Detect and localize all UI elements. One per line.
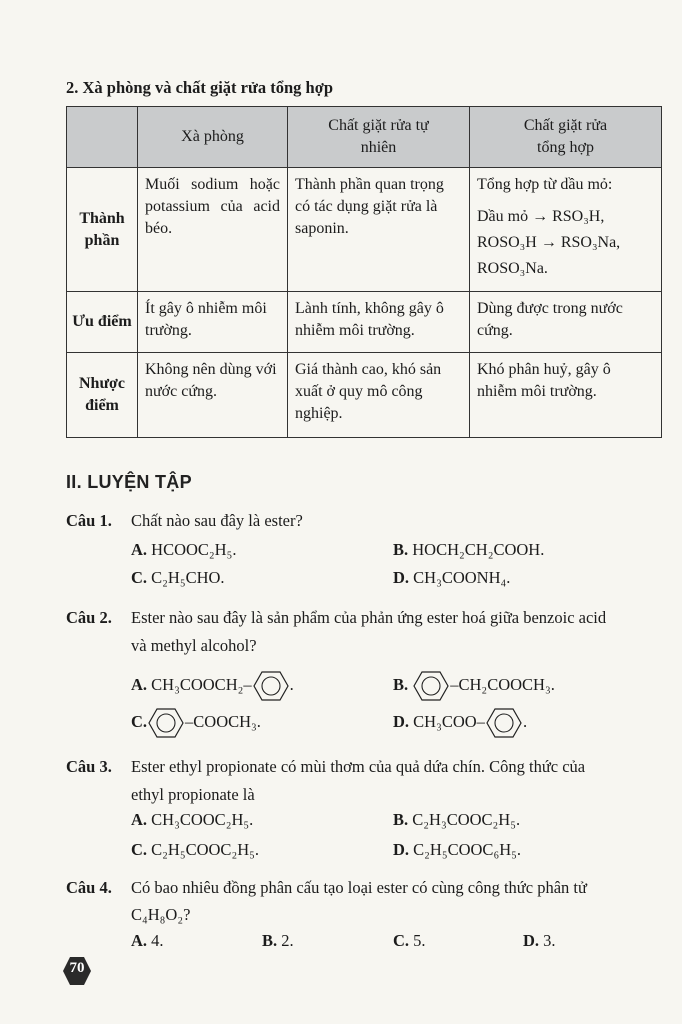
table-row [67,168,662,292]
option-a [131,810,253,830]
option-key: B. [393,810,409,829]
question-number: Câu 4. [66,878,112,897]
question-text-line: ethyl propionate là [131,785,255,804]
table-cell: Giá thành cao, khó sản xuất ở quy mô công nghiệp. [288,353,470,438]
benzene-ring-icon [148,707,184,739]
option-key: D. [523,931,540,950]
question-text-line: và methyl alcohol? [131,636,257,655]
row-label: Nhược điểm [67,353,138,438]
option-key: A. [131,674,148,694]
row-label: Thành phần [67,168,138,292]
table-cell: Muối sodium hoặc potassium của acid béo. [138,168,288,292]
option-key: D. [393,568,410,587]
option-key: C. [131,568,148,587]
question-text: Ester nào sau đây là sản phẩm của phản ứng ester hoá giữa benzoic acid [131,608,607,627]
option-b [393,670,555,702]
option-formula: . [522,711,528,731]
table-cell: Khó phân huỷ, gây ô nhiễm môi trường. [470,353,662,438]
question-3 [66,757,585,777]
option-text: CH₃COONH₄. [413,568,511,587]
question-4 [66,878,587,898]
table-cell: Thành phần quan trọng có tác dụng giặt rửa là saponin. [288,168,470,292]
option-a [131,540,236,560]
cell-line: Tổng hợp từ dầu mỏ: [477,176,613,193]
benzene-ring-icon [486,707,522,739]
option-text: C₂H₅CHO. [151,568,225,587]
option-c [131,568,225,588]
header-synthetic-detergent [470,107,662,168]
row-label: Ưu điểm [67,292,138,353]
question-text: Chất nào sau đây là ester? [131,511,303,530]
section-title: 2. Xà phòng và chất giặt rửa tổng hợp [66,78,334,97]
comparison-table [66,106,662,438]
option-formula: CH₃COOCH₂– [151,674,252,694]
cell-line: Dầu mỏ → RSO₃H, ROSO₃H → RSO₃Na, ROSO₃Na. [477,208,621,277]
option-text: HCOOC₂H₅. [151,540,237,559]
option-text: CH₃COOC₂H₅. [151,810,254,829]
header-empty [67,107,138,168]
table-row [67,353,662,438]
benzene-ring-icon [253,670,289,702]
page-number: 70 [69,960,85,976]
option-text: C₂H₅COOC₆H₅. [413,840,521,859]
option-a [131,931,164,951]
header-synthetic-text: Chất giặt rửa tổng hợp [523,117,608,156]
table-cell [470,168,662,292]
option-text: 4. [151,931,164,950]
option-text: 3. [543,931,556,950]
table-cell: Dùng được trong nước cứng. [470,292,662,353]
table-row [67,292,662,353]
header-soap: Xà phòng [138,107,288,168]
option-d [393,568,510,588]
option-text: 5. [413,931,426,950]
header-natural-detergent [288,107,470,168]
option-text: C₂H₃COOC₂H₅. [412,810,521,829]
option-d [523,931,556,951]
option-key: A. [131,810,148,829]
question-number: Câu 2. [66,608,112,627]
option-d [393,707,527,739]
option-text: C₂H₅COOC₂H₅. [151,840,259,859]
option-formula: –CH₂COOCH₃. [450,674,555,694]
option-key: B. [393,540,409,559]
option-formula: CH₃COO– [413,711,485,731]
option-key: C. [393,931,410,950]
option-c [393,931,426,951]
option-key: C. [131,711,148,731]
option-key: A. [131,931,148,950]
question-2 [66,608,606,628]
option-key: B. [262,931,278,950]
question-1 [66,511,303,531]
option-text: HOCH₂CH₂COOH. [412,540,545,559]
table-header-row [67,107,662,168]
question-number: Câu 1. [66,511,112,530]
table-cell: Lành tính, không gây ô nhiễm môi trường. [288,292,470,353]
option-b [262,931,294,951]
option-key: B. [393,674,409,694]
option-b [393,540,544,560]
option-key: A. [131,540,148,559]
option-a [131,670,294,702]
header-natural-text: Chất giặt rửa tự nhiên [328,117,429,156]
question-text: Ester ethyl propionate có mùi thơm của quả dứa chín. Công thức của [131,757,586,776]
practice-heading: II. LUYỆN TẬP [66,472,192,492]
question-text: Có bao nhiêu đồng phân cấu tạo loại ester có cùng công thức phân tử [131,878,587,897]
option-formula: . [289,674,294,694]
option-d [393,840,521,860]
question-text-line: C₄H₈O₂? [131,905,191,924]
table-cell: Không nên dùng với nước cứng. [138,353,288,438]
benzene-ring-icon [413,670,449,702]
question-number: Câu 3. [66,757,112,776]
option-text: 2. [281,931,294,950]
option-c [131,840,259,860]
option-c [131,707,261,739]
option-b [393,810,520,830]
option-formula: –COOCH₃. [185,711,261,731]
table-cell: Ít gây ô nhiễm môi trường. [138,292,288,353]
option-key: D. [393,711,410,731]
option-key: D. [393,840,410,859]
option-key: C. [131,840,148,859]
